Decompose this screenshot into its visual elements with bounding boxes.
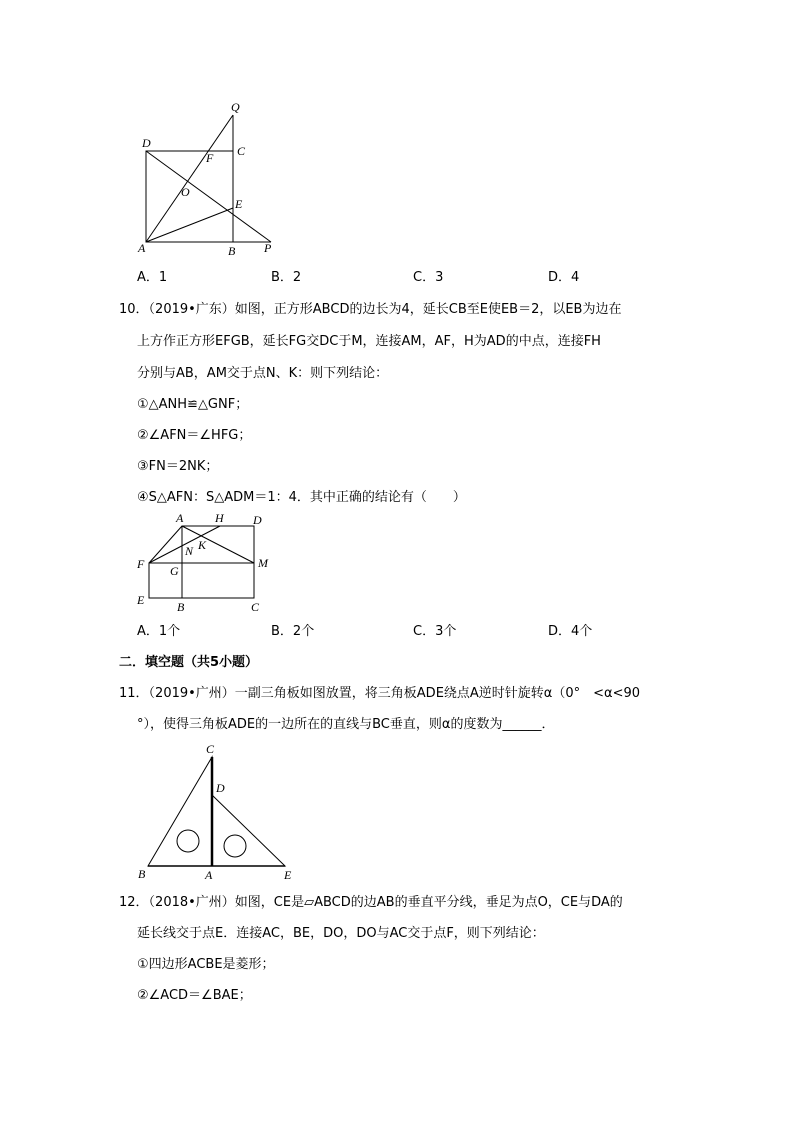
q10-item-3: ③FN＝2NK； [137, 459, 219, 474]
q12-line-1: 12．（2018•广州）如图，CE是▱ABCD的边AB的垂直平分线，垂足为点O，CE与DA的 [119, 895, 623, 910]
fig9-label-f: F [206, 151, 214, 165]
fig9-label-p: P [264, 241, 272, 255]
q12-item-1: ①四边形ACBE是菱形； [137, 957, 275, 972]
triangle-ade [212, 795, 285, 866]
fig10-label-n: N [185, 544, 194, 558]
fig9-label-q: Q [231, 100, 240, 114]
fig11-label-e: E [284, 868, 292, 882]
fig11-label-d: D [216, 781, 225, 795]
fig10-label-e: E [137, 593, 145, 607]
q9-option-a[interactable]: A．1 [137, 270, 168, 285]
q12-line-2: 延长线交于点E．连接AC，BE，DO，DO与AC交于点F，则下列结论： [137, 926, 545, 941]
fig10-label-k: K [198, 538, 207, 552]
q12-item-2: ②∠ACD＝∠BAE； [137, 988, 252, 1003]
q10-option-b[interactable]: B．2个 [271, 624, 315, 639]
q10-item-4: ④S△AFN：S△ADM＝1：4．其中正确的结论有（ ） [137, 490, 466, 505]
q10-item-1: ①△ANH≌△GNF； [137, 397, 249, 412]
q10-line-1: 10．（2019•广东）如图，正方形ABCD的边长为4，延长CB至E使EB＝2，以EB为边在 [119, 302, 622, 317]
fig10-label-f: F [137, 557, 145, 571]
fig9-label-c: C [237, 144, 246, 158]
fig9-label-a: A [138, 241, 146, 255]
q10-line-2: 上方作正方形EFGB，延长FG交DC于M，连接AM，AF，H为AD的中点，连接FH [137, 334, 601, 349]
fig10-label-d: D [253, 513, 262, 527]
q10-option-c[interactable]: C．3个 [413, 624, 457, 639]
q10-item-2: ②∠AFN＝∠HFG； [137, 428, 252, 443]
triangle-abc [148, 757, 212, 866]
fig9-label-e: E [235, 197, 243, 211]
fig10-label-g: G [170, 564, 179, 578]
hole-left [177, 830, 199, 852]
fig10-label-b: B [177, 600, 185, 614]
q9-option-b[interactable]: B．2 [271, 270, 302, 285]
q10-option-a[interactable]: A．1个 [137, 624, 181, 639]
fig11-label-a: A [205, 868, 213, 882]
fig10-label-m: M [258, 556, 268, 570]
fig9-label-o: O [181, 185, 190, 199]
fig9-label-d: D [142, 136, 151, 150]
fig10-label-c: C [251, 600, 260, 614]
fig10-label-a: A [176, 511, 184, 525]
q9-option-c[interactable]: C．3 [413, 270, 444, 285]
fig11-label-c: C [206, 742, 215, 756]
q10-line-3: 分别与AB，AM交于点N、K：则下列结论： [137, 366, 389, 381]
fig11-label-b: B [138, 867, 146, 881]
hole-right [224, 835, 246, 857]
q10-option-d[interactable]: D．4个 [548, 624, 593, 639]
section-title: 二．填空题（共5小题） [119, 655, 259, 670]
q11-line-1: 11．（2019•广州）一副三角板如图放置，将三角板ADE绕点A逆时针旋转α（0° <α<90 [119, 686, 641, 701]
fig10-label-h: H [215, 511, 224, 525]
q9-option-d[interactable]: D．4 [548, 270, 580, 285]
q11-line-2: °），使得三角板ADE的一边所在的直线与BC垂直，则α的度数为______． [137, 717, 555, 732]
fig9-label-b: B [228, 244, 236, 258]
